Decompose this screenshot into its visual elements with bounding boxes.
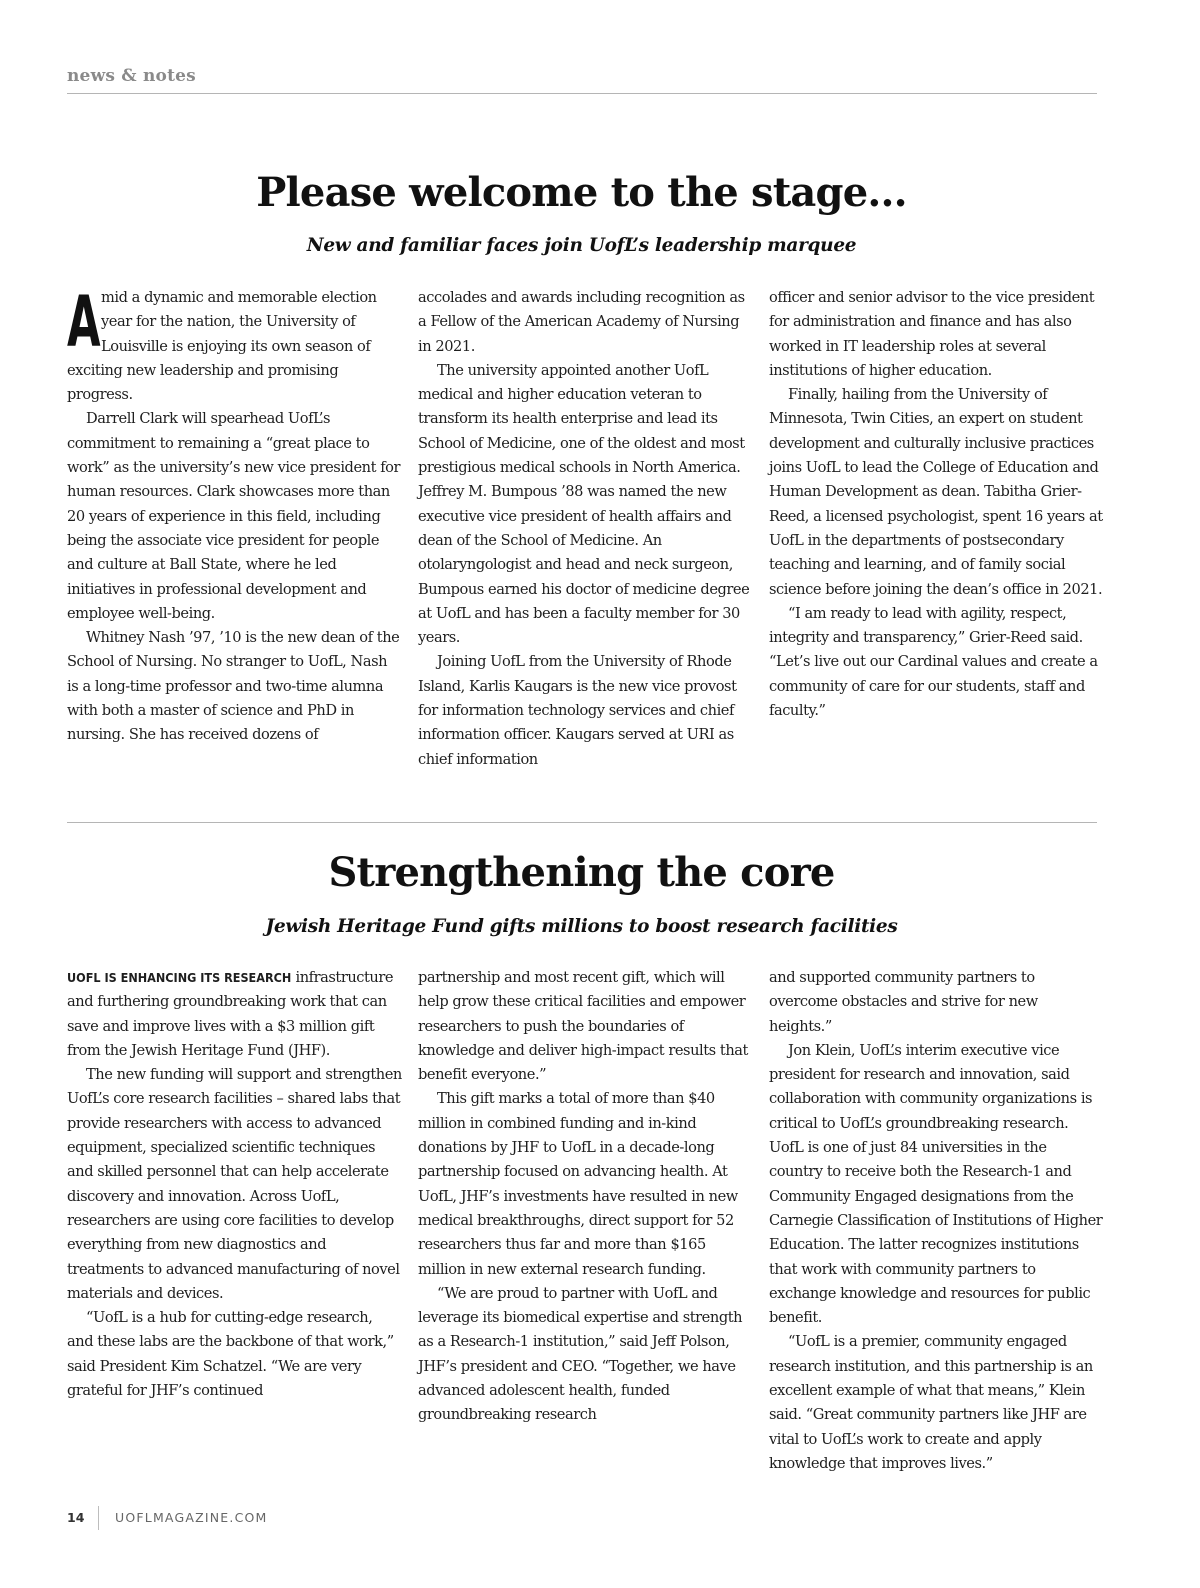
article1-paragraph: officer and senior advisor to the vice president for administration and finance and has also worked in IT leadership roles at several institutions of higher education. xyxy=(769,289,1095,379)
article2-paragraph: partnership and most recent gift, which will help grow these critical facilities and empower researchers to push the boundaries of knowledge and deliver high-impact results that benefit everyone.” xyxy=(418,969,748,1084)
section-divider xyxy=(67,822,1097,823)
article1-paragraph xyxy=(67,281,402,407)
article1-column-1 xyxy=(67,281,402,748)
section-label: news & notes xyxy=(67,66,196,86)
article1-paragraph: accolades and awards including recognition as a Fellow of the American Academy of Nursing in 2021. xyxy=(418,289,745,355)
article1-deck: New and familiar faces join UofL’s leadership marquee xyxy=(306,235,857,256)
article2-deck: Jewish Heritage Fund gifts millions to boost research facilities xyxy=(265,916,898,937)
paragraph-text: infrastructure and furthering groundbreaking work that can save and improve lives with a $3 million gift from the Jewish Heritage Fund (JHF). xyxy=(67,969,394,1059)
article1-paragraph: Joining UofL from the University of Rhode Island, Karlis Kaugars is the new vice provost for information technology services and chief information officer. Kaugars served at URI as chief information xyxy=(418,653,737,768)
paragraph-text: mid a dynamic and memorable election year for the nation, the University of Louisville is enjoying its own season of exciting new leadership and promising progress. xyxy=(67,289,377,404)
article2-paragraph: “UofL is a premier, community engaged research institution, and this partnership is an excellent example of what that means,” Klein said. “Great community partners like JHF are vital to UofL’s work to create and apply knowledge that improves lives.” xyxy=(769,1333,1093,1472)
page-number: 14 xyxy=(67,1510,85,1525)
article1-paragraph: The university appointed another UofL medical and higher education veteran to transform its health enterprise and lead its School of Medicine, one of the oldest and most prestigious medical schools in North America. Jeffrey M. Bumpous ’88 was named the new executive vice president of health affairs and dean of the School of Medicine. An otolaryngologist and head and neck surgeon, Bumpous earned his doctor of medicine degree at UofL and has been a faculty member for 30 years. xyxy=(418,361,750,647)
article2-paragraph: Jon Klein, UofL’s interim executive vice president for research and innovation, said collaboration with community organizations is critical to UofL’s groundbreaking research. UofL is one of just 84 universities in the country to receive both the Research-1 and Community Engaged designations from the Carnegie Classification of Institutions of Higher Education. The latter recognizes institutions that work with community partners to exchange knowledge and resources for public benefit. xyxy=(769,1041,1103,1327)
article2-title: Strengthening the core xyxy=(328,849,835,896)
header-divider xyxy=(67,93,1097,94)
lead-in: UOFL IS ENHANCING ITS RESEARCH xyxy=(67,970,292,985)
article2-column-2 xyxy=(418,966,753,1428)
article1-paragraph: Whitney Nash ’97, ’10 is the new dean of the School of Nursing. No stranger to UofL, Nash is a long-time professor and two-time alumna with both a master of science and PhD in nursing. She has received dozens of xyxy=(67,629,400,744)
article1-column-2 xyxy=(418,286,753,772)
article2-paragraph: and supported community partners to overcome obstacles and strive for new heights.” xyxy=(769,969,1038,1035)
drop-cap: A xyxy=(67,281,101,363)
article1-column-3 xyxy=(769,286,1104,723)
article2-paragraph xyxy=(67,966,402,1063)
article2-paragraph: “We are proud to partner with UofL and leverage its biomedical expertise and strength as a Research-1 institution,” said Jeff Polson, JHF’s president and CEO. “Together, we have advanced adolescent health, funded groundbreaking research xyxy=(418,1284,743,1424)
article2-column-1 xyxy=(67,966,402,1403)
article2-paragraph: This gift marks a total of more than $40 million in combined funding and in-kind donations by JHF to UofL in a decade-long partnership focused on advancing health. At UofL, JHF’s investments have resulted in new medical breakthroughs, direct support for 52 researchers thus far and more than $165 million in new external research funding. xyxy=(418,1090,738,1278)
article1-title: Please welcome to the stage... xyxy=(256,169,907,216)
article2-column-3 xyxy=(769,966,1104,1476)
article1-paragraph: Darrell Clark will spearhead UofL’s commitment to remaining a “great place to work” as the university’s new vice president for human resources. Clark showcases more than 20 years of experience in this field, including being the associate vice president for people and culture at Ball State, where he led initiatives in professional development and employee well-being. xyxy=(67,410,401,622)
article2-paragraph: “UofL is a hub for cutting-edge research, and these labs are the backbone of that work,” said President Kim Schatzel. “We are very grateful for JHF’s continued xyxy=(67,1309,394,1400)
article1-paragraph: Finally, hailing from the University of Minnesota, Twin Cities, an expert on student development and culturally inclusive practices joins UofL to lead the College of Education and Human Development as dean. Tabitha Grier-Reed, a licensed psychologist, spent 16 years at UofL in the departments of postsecondary teaching and learning, and of family social science before joining the dean’s office in 2021. xyxy=(769,386,1103,598)
site-link[interactable]: UOFLMAGAZINE.COM xyxy=(115,1510,268,1525)
footer-separator xyxy=(98,1506,99,1530)
article1-paragraph: “I am ready to lead with agility, respect, integrity and transparency,” Grier-Reed said. “Let’s live out our Cardinal values and create a community of care for our students, staff and faculty.” xyxy=(769,604,1098,720)
article2-paragraph: The new funding will support and strengthen UofL’s core research facilities – shared labs that provide researchers with access to advanced equipment, specialized scientific techniques and skilled personnel that can help accelerate discovery and innovation. Across UofL, researchers are using core facilities to develop everything from new diagnostics and treatments to advanced manufacturing of novel materials and devices. xyxy=(67,1066,402,1302)
